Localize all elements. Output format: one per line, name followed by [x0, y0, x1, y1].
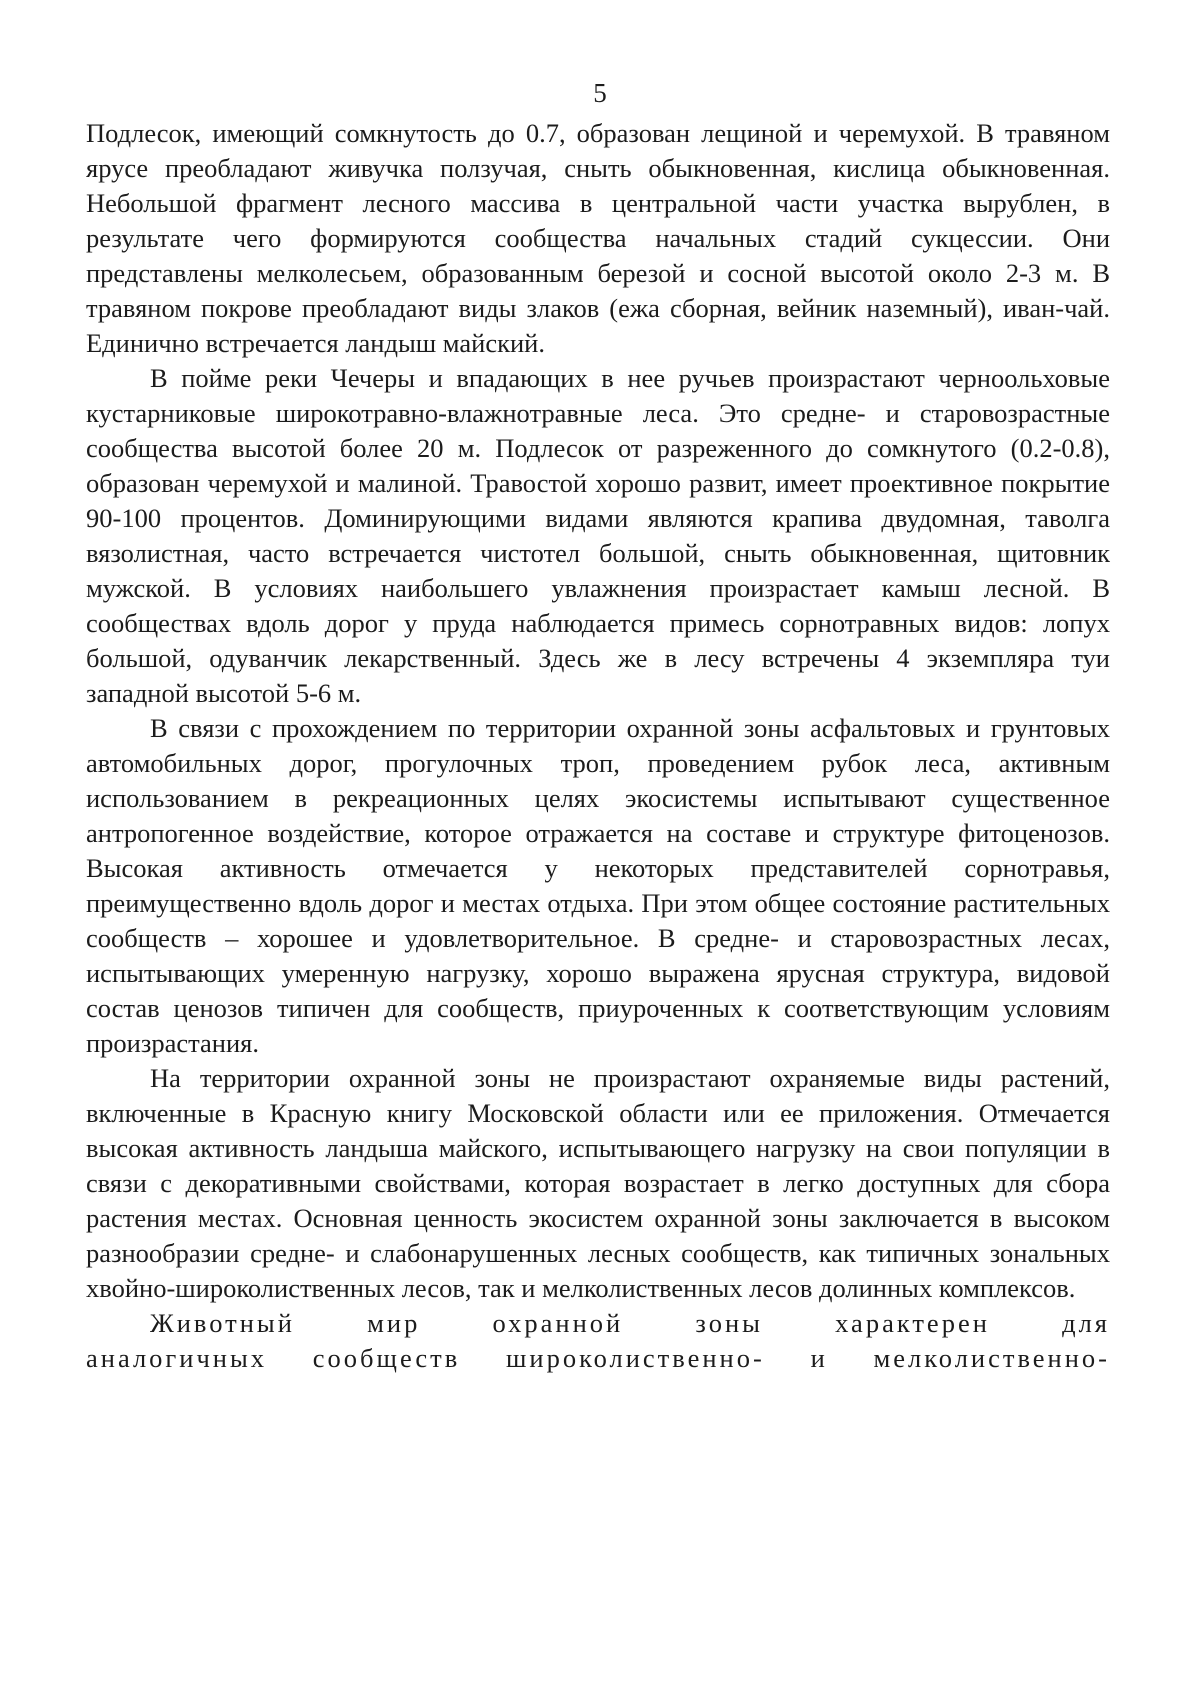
paragraph-protected-species: На территории охранной зоны не произрастают охраняемые виды растений, включенные в Красную книгу Московской области или ее приложения. Отмечается высокая активность ландыша майского, испытывающего нагрузку на свои популяции в связи с декоративными свойствами, которая возрастает в легко доступных для сбора растения местах. Основная ценность экосистем охранной зоны заключается в высоком разнообразии средне- и слабонарушенных лесных сообществ, как типичных зональных хвойно-широколиственных лесов, так и мелколиственных лесов долинных комплексов. [86, 1063, 1110, 1303]
page-number: 5 [593, 78, 607, 108]
paragraph-anthropogenic-impact: В связи с прохождением по территории охранной зоны асфальтовых и грунтовых автомобильных дорог, прогулочных троп, проведением рубок леса, активным использованием в рекреационных целях экосистемы испытывают существенное антропогенное воздействие, которое отражается на составе и структуре фитоценозов. Высокая активность отмечается у некоторых представителей сорнотравья, преимущественно вдоль дорог и местах отдыха. При этом общее состояние растительных сообществ – хорошее и удовлетворительное. В средне- и старовозрастных лесах, испытывающих умеренную нагрузку, хорошо выражена ярусная структура, видовой состав ценозов типичен для сообществ, приуроченных к соответствующим условиям произрастания. [86, 713, 1110, 1058]
paragraph-fauna-line-1: Животный мир охранной зоны характерен для [150, 1308, 1110, 1338]
document-body [86, 116, 1110, 1376]
paragraph-floodplain-forests: В пойме реки Чечеры и впадающих в нее ручьев произрастают черноольховые кустарниковые широкотравно-влажнотравные леса. Это средне- и старовозрастные сообщества высотой более 20 м. Подлесок от разреженного до сомкнутого (0.2-0.8), образован черемухой и малиной. Травостой хорошо развит, имеет проективное покрытие 90-100 процентов. Доминирующими видами являются крапива двудомная, таволга вязолистная, часто встречается чистотел большой, сныть обыкновенная, щитовник мужской. В условиях наибольшего увлажнения произрастает камыш лесной. В сообществах вдоль дорог у пруда наблюдается примесь сорнотравных видов: лопух большой, одуванчик лекарственный. Здесь же в лесу встречены 4 экземпляра туи западной высотой 5-6 м. [86, 363, 1110, 708]
paragraph-fauna-line-2: аналогичных сообществ широколиственно- и мелколиственно- [86, 1343, 1110, 1373]
paragraph-undergrowth: Подлесок, имеющий сомкнутость до 0.7, образован лещиной и черемухой. В травяном ярусе преобладают живучка ползучая, сныть обыкновенная, кислица обыкновенная. Небольшой фрагмент лесного массива в центральной части участка вырублен, в результате чего формируются сообщества начальных стадий сукцессии. Они представлены мелколесьем, образованным березой и сосной высотой около 2-3 м. В травяном покрове преобладают виды злаков (ежа сборная, вейник наземный), иван-чай. Единично встречается ландыш майский. [86, 118, 1110, 358]
